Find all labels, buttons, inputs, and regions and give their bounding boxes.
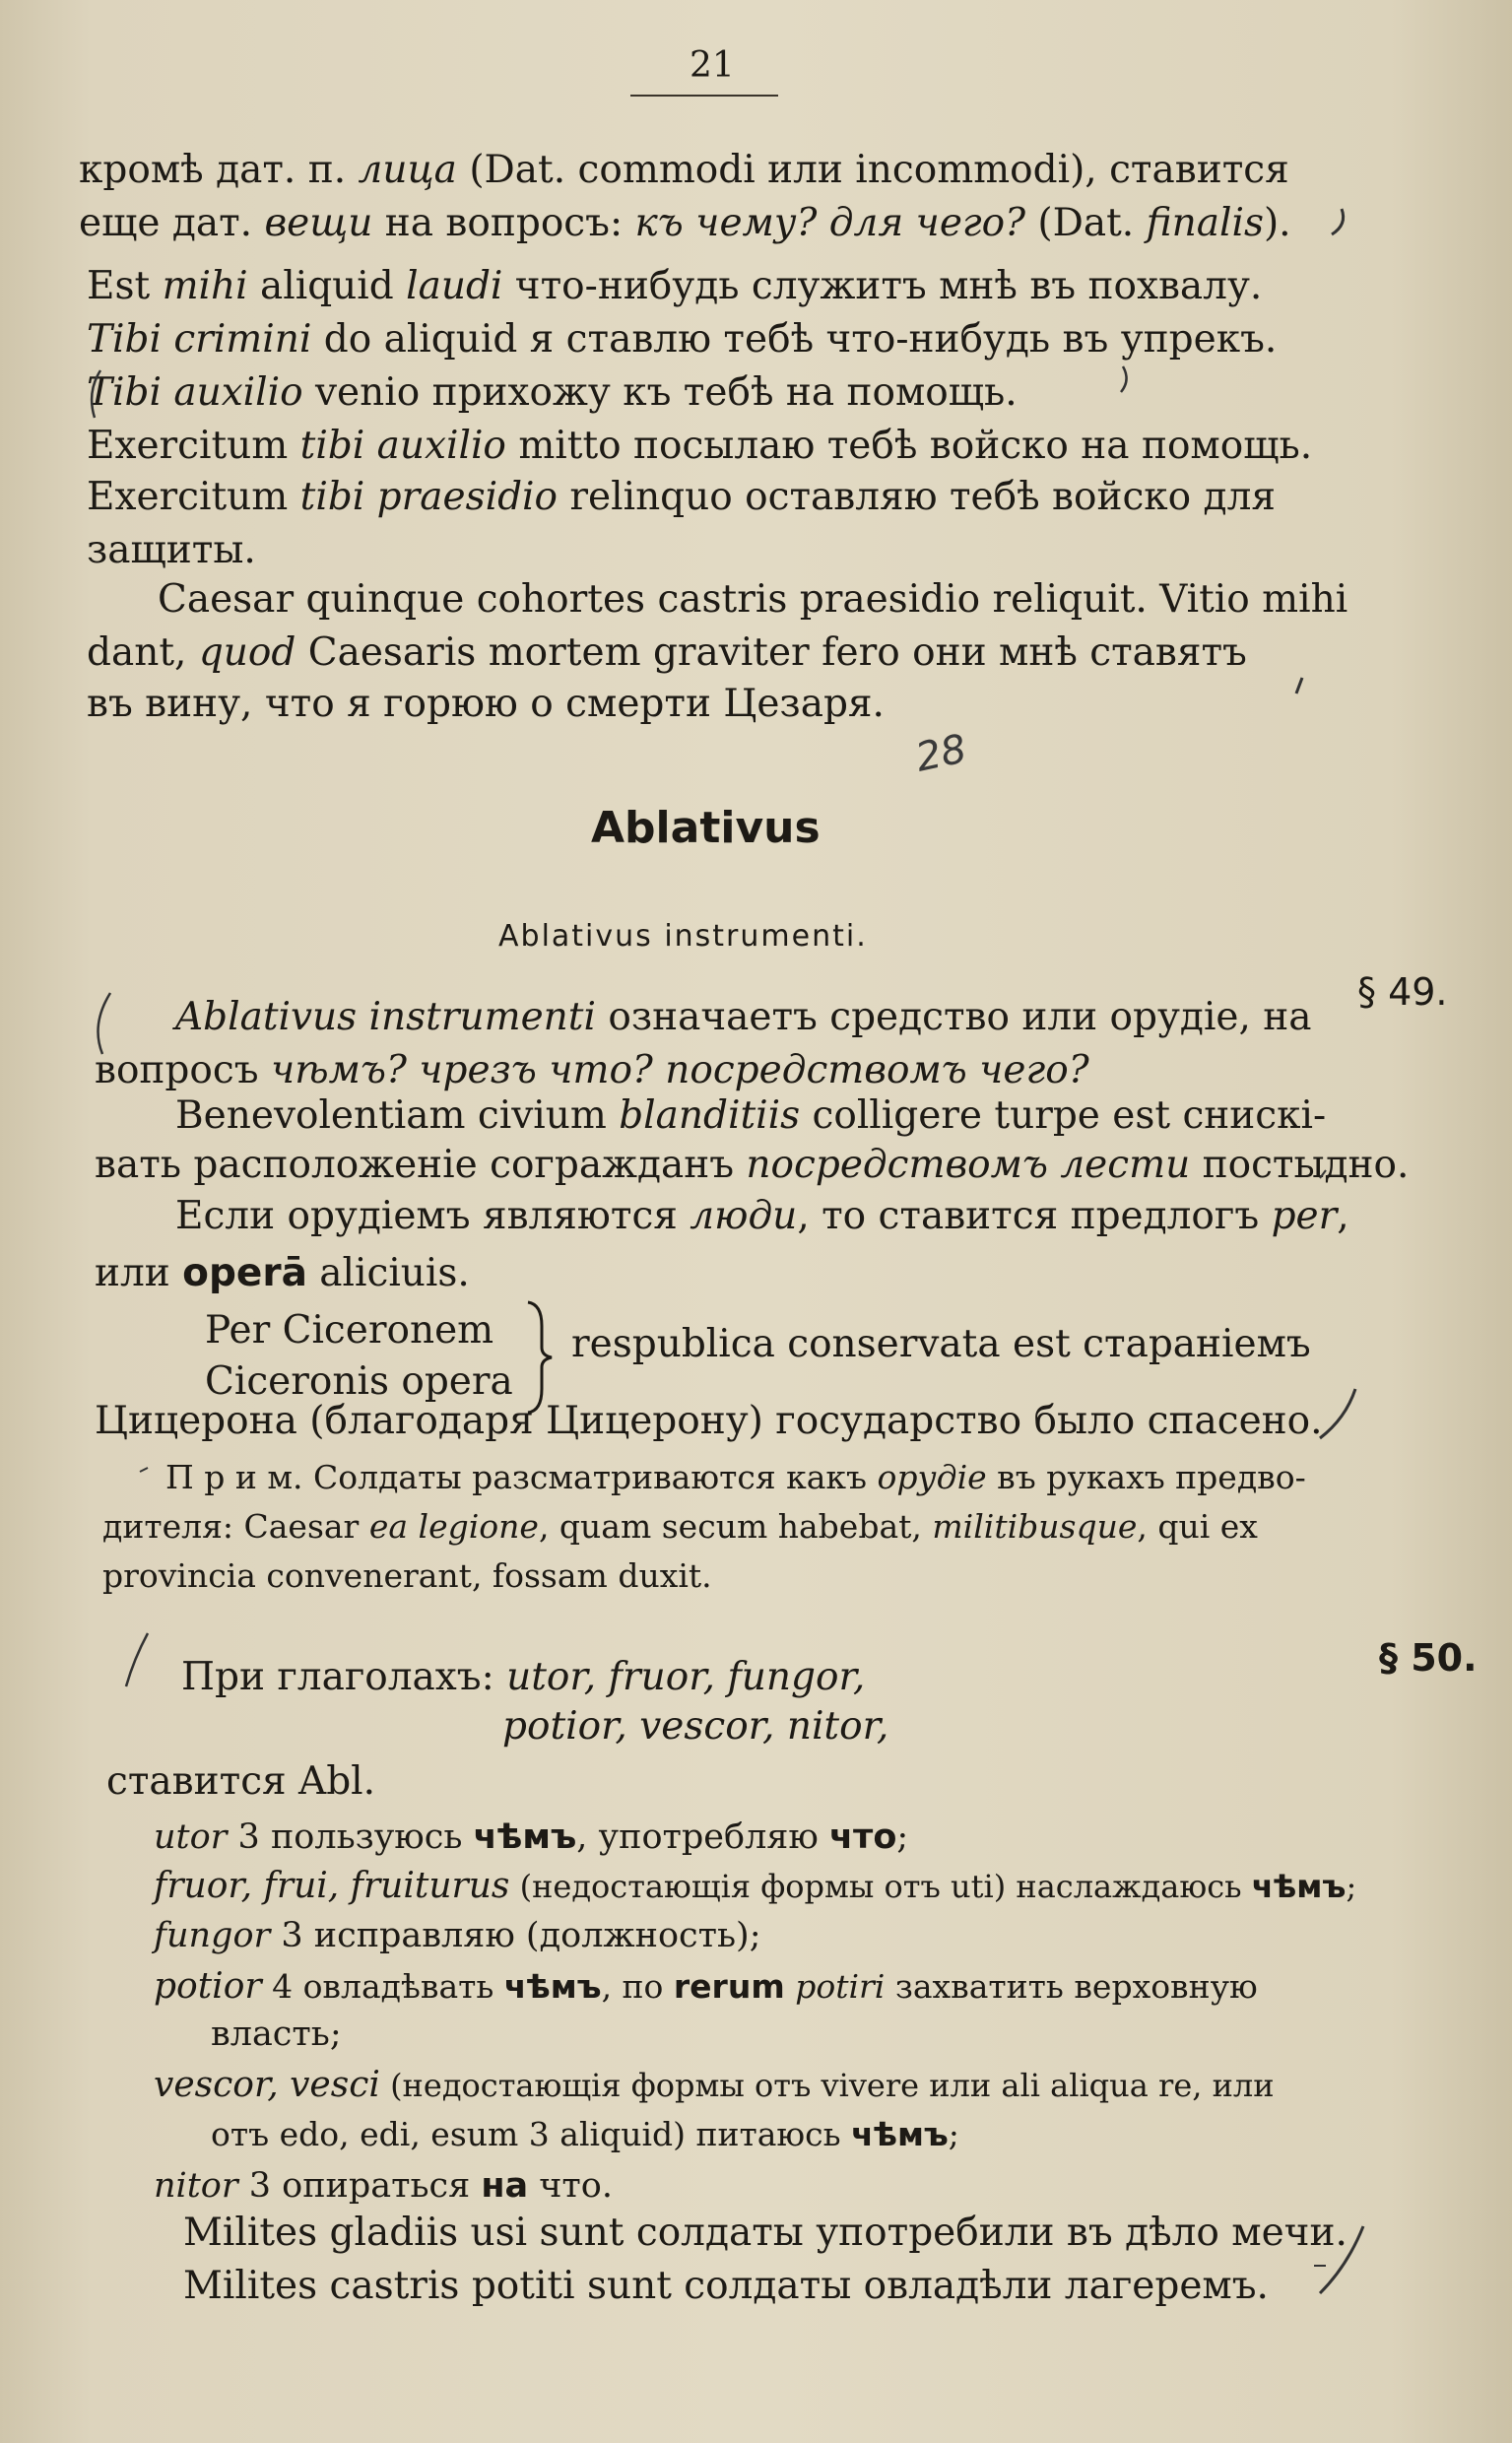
t: tibi praesidio bbox=[299, 475, 558, 519]
t: что. bbox=[528, 2166, 613, 2206]
verb-potior-cont: власть; bbox=[211, 2014, 342, 2054]
t: 3 исправляю (должность); bbox=[270, 1916, 761, 1955]
t: dant, bbox=[87, 630, 199, 675]
t: fungor bbox=[154, 1916, 271, 1955]
t: что bbox=[829, 1817, 897, 1857]
t: utor, fruor, fungor, bbox=[506, 1655, 866, 1699]
t: на вопросъ: bbox=[372, 201, 635, 245]
t: ; bbox=[948, 2115, 959, 2153]
t: отъ edo, edi, esum 3 aliquid) питаюсь bbox=[211, 2115, 852, 2153]
t: (Dat. commodi или incommodi), ставится bbox=[456, 148, 1289, 192]
example-5-cont: защиты. bbox=[87, 528, 256, 572]
t: utor bbox=[154, 1817, 228, 1857]
t: 3 опираться bbox=[237, 2166, 482, 2206]
t: rerum bbox=[673, 1967, 785, 2006]
t: чѣмъ bbox=[473, 1817, 577, 1857]
t: aliquid bbox=[247, 264, 407, 308]
t: , по bbox=[601, 1967, 674, 2006]
t: , qui ex bbox=[1137, 1507, 1258, 1546]
t: finalis bbox=[1146, 201, 1264, 245]
t: Caesaris mortem graviter fero они мнѣ ставятъ bbox=[296, 630, 1247, 675]
t: potior, vescor, nitor, bbox=[502, 1704, 889, 1749]
t: venio прихожу къ тебѣ на помощь. bbox=[302, 370, 1018, 415]
t: (недостающія формы отъ uti) наслаждаюсь bbox=[509, 1868, 1252, 1905]
t: colligere turpe est снискі- bbox=[800, 1093, 1327, 1138]
t: Если орудіемъ являются bbox=[175, 1194, 690, 1238]
t: per bbox=[1271, 1194, 1338, 1238]
per-ciceronem: Per Ciceronem bbox=[205, 1308, 494, 1353]
t: 4 овладѣвать bbox=[261, 1967, 504, 2006]
t: , quam secum habebat, bbox=[538, 1507, 933, 1546]
t: Tibi auxilio bbox=[87, 370, 303, 415]
t: чѣмъ bbox=[851, 2115, 949, 2153]
respublica-line: respublica conservata est стараніемъ bbox=[571, 1322, 1311, 1366]
t: aliciuis. bbox=[306, 1251, 470, 1295]
t: означаетъ средство или орудіе, на bbox=[595, 995, 1312, 1039]
t: , bbox=[1337, 1194, 1349, 1238]
t: чѣмъ bbox=[503, 1967, 602, 2006]
t: vescor, vesci bbox=[154, 2065, 380, 2105]
t: вопросъ bbox=[95, 1048, 271, 1092]
t: ). bbox=[1263, 201, 1291, 245]
t: potior bbox=[154, 1966, 262, 2007]
t: operā bbox=[182, 1251, 307, 1295]
t: tibi auxilio bbox=[299, 424, 506, 468]
t: захватить верховную bbox=[885, 1967, 1258, 2006]
stavitsya-line: ставится Abl. bbox=[106, 1759, 376, 1804]
t: чѣмъ bbox=[1251, 1868, 1347, 1905]
caesar-line-1: Caesar quinque cohortes castris praesidio reliquit. Vitio mihi bbox=[158, 577, 1348, 622]
t: орудіе bbox=[877, 1458, 987, 1496]
section-title: Ablativus bbox=[591, 803, 821, 853]
t: При глаголахъ: bbox=[181, 1655, 507, 1699]
t: Exercitum bbox=[87, 475, 300, 519]
t: или bbox=[95, 1251, 183, 1295]
t: do aliquid я ставлю тебѣ что-нибудь въ упрекъ. bbox=[311, 317, 1278, 362]
t: дителя: Caesar bbox=[102, 1507, 369, 1546]
t: еще дат. bbox=[79, 201, 265, 245]
paragraph-number-50: § 50. bbox=[1379, 1636, 1478, 1680]
t: laudi bbox=[406, 264, 503, 308]
t: чѣмъ? чрезъ что? посредствомъ чего? bbox=[270, 1048, 1089, 1092]
t: relinquo оставляю тебѣ войско для bbox=[558, 475, 1276, 519]
t: Tibi crimini bbox=[87, 317, 312, 362]
t: на bbox=[481, 2166, 529, 2206]
t: Est bbox=[87, 264, 163, 308]
paragraph-number-49: § 49. bbox=[1357, 970, 1448, 1014]
t: лица bbox=[358, 148, 457, 192]
t: fruor, frui, fruiturus bbox=[154, 1866, 510, 1906]
t: ; bbox=[896, 1817, 909, 1857]
t: mitto посылаю тебѣ войско на помощь. bbox=[505, 424, 1313, 468]
t: , употребляю bbox=[576, 1817, 829, 1857]
t: potiri bbox=[795, 1967, 886, 2006]
t: , то ставится предлогъ bbox=[797, 1194, 1272, 1238]
t: mihi bbox=[162, 264, 248, 308]
t: ; bbox=[1346, 1868, 1357, 1905]
milites-line-2: Milites castris potiti sunt солдаты овладѣли лагеремъ. bbox=[183, 2264, 1269, 2308]
t: въ рукахъ предво- bbox=[986, 1458, 1306, 1496]
t: посредствомъ лести bbox=[746, 1143, 1191, 1187]
section-subtitle: Ablativus instrumenti. bbox=[498, 919, 868, 954]
t: quod bbox=[198, 630, 296, 675]
note-line-3: provincia convenerant, fossam duxit. bbox=[102, 1556, 712, 1595]
ciceronis-opera: Ciceronis opera bbox=[205, 1359, 513, 1404]
t: П р и м. Солдаты разсматриваются какъ bbox=[165, 1458, 878, 1496]
t: 3 пользуюсь bbox=[227, 1817, 474, 1857]
t: nitor bbox=[154, 2166, 238, 2206]
caesar-line-3: въ вину, что я горюю о смерти Цезаря. bbox=[87, 682, 885, 726]
t: вещи bbox=[264, 201, 373, 245]
t: къ чему? для чего? bbox=[634, 201, 1025, 245]
t: Benevolentiam civium bbox=[175, 1093, 620, 1138]
t: (Dat. bbox=[1025, 201, 1147, 245]
cicerona-line: Цицерона (благодаря Цицерону) государство было спасено. bbox=[95, 1399, 1323, 1443]
t: постыдно. bbox=[1190, 1143, 1410, 1187]
t: что-нибудь служитъ мнѣ въ похвалу. bbox=[502, 264, 1263, 308]
milites-line-1: Milites gladiis usi sunt солдаты употребили въ дѣло мечи. bbox=[183, 2211, 1348, 2255]
t: militibusque bbox=[932, 1507, 1138, 1546]
page-number: 21 bbox=[690, 45, 735, 86]
t: Ablativus instrumenti bbox=[175, 995, 596, 1039]
t: ea legione bbox=[368, 1507, 539, 1546]
t: blanditiis bbox=[619, 1093, 801, 1138]
t: люди bbox=[690, 1194, 798, 1238]
t: вать расположеніе согражданъ bbox=[95, 1143, 747, 1187]
handwritten-note: 28 bbox=[911, 726, 971, 781]
t: (недостающія формы отъ vivere или ali aliqua re, или bbox=[379, 2067, 1275, 2104]
t: кромѣ дат. п. bbox=[79, 148, 359, 192]
t: Exercitum bbox=[87, 424, 300, 468]
